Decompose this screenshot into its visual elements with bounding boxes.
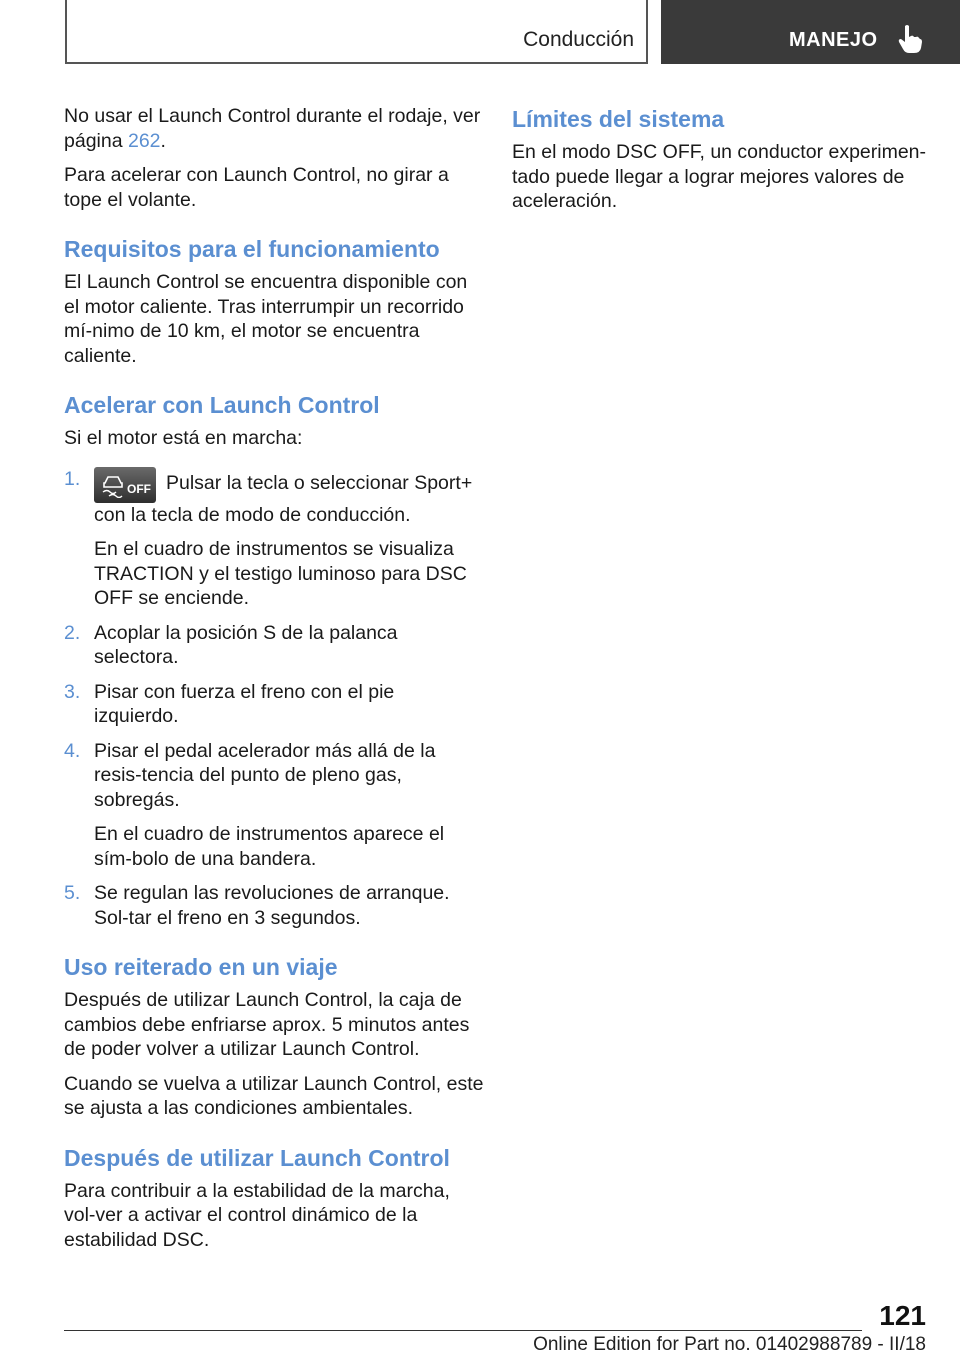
- header-section-box: [65, 0, 648, 64]
- limites-body: En el modo DSC OFF, un conductor experimen-tado puede llegar a lograr mejores valores de aceleración.: [512, 141, 927, 212]
- list-item: [64, 739, 484, 872]
- step-subtext: En el cuadro de instrumentos se visualiza TRACTION y el testigo luminoso para DSC OFF se enciende.: [94, 538, 467, 609]
- hand-pointer-icon: [897, 24, 923, 54]
- dsc-off-button: [94, 467, 156, 503]
- page-number: 121: [879, 1300, 926, 1331]
- intro-end: .: [160, 129, 166, 152]
- step-number: 3.: [64, 680, 81, 703]
- list-item: [64, 680, 484, 729]
- list-item: [64, 467, 484, 611]
- step-number: 4.: [64, 739, 81, 762]
- step-number: 2.: [64, 621, 81, 644]
- heading-despues: Después de utilizar Launch Control: [64, 1144, 450, 1171]
- step-number: 1.: [64, 467, 81, 490]
- uso-body-2: Cuando se vuelva a utilizar Launch Control, este se ajusta a las condiciones ambientales.: [64, 1072, 484, 1119]
- steps-list: [64, 467, 484, 931]
- dsc-off-label: OFF: [127, 481, 151, 496]
- dsc-car-icon: [100, 472, 126, 498]
- header-section-title: Conducción: [523, 28, 634, 51]
- heading-requisitos: Requisitos para el funcionamiento: [64, 236, 440, 262]
- step-text: Pulsar la tecla o seleccionar Sport+ con la tecla de modo de conducción.: [94, 471, 473, 526]
- heading-acelerar: Acelerar con Launch Control: [64, 392, 380, 418]
- page-link[interactable]: 262: [127, 129, 161, 152]
- intro-text: No usar el Launch Control durante el rodaje, ver página: [64, 105, 481, 152]
- step-subtext: En el cuadro de instrumentos aparece el sím-bolo de una bandera.: [94, 823, 445, 870]
- left-column: [64, 104, 484, 1262]
- step-number: 5.: [64, 882, 81, 904]
- intro-paragraph-1: [64, 104, 484, 153]
- step-text: Pisar el pedal acelerador más allá de la resis-tencia del punto de pleno gas, sobregás.: [94, 739, 436, 811]
- uso-body-1: Después de utilizar Launch Control, la caja de cambios debe enfriarse aprox. 5 minutos antes de poder volver a utilizar Launch Control.: [64, 989, 470, 1060]
- step-text: Acoplar la posición S de la palanca selectora.: [94, 621, 398, 668]
- list-item: [64, 621, 484, 670]
- footer-edition: Online Edition for Part no. 01402988789 - II/18: [533, 1334, 926, 1355]
- step-text: Se regulan las revoluciones de arranque. Sol-tar el freno en 3 segundos.: [94, 882, 450, 929]
- acelerar-intro: Si el motor está en marcha:: [64, 427, 303, 449]
- requisitos-body: El Launch Control se encuentra disponible con el motor caliente. Tras interrumpir un recorrido mí-nimo de 10 km, el motor se encuentra caliente.: [64, 271, 468, 367]
- header-chapter-tab[interactable]: [661, 0, 960, 64]
- right-column: [512, 104, 932, 224]
- heading-limites: Límites del sistema: [512, 106, 725, 132]
- heading-uso: Uso reiterado en un viaje: [64, 954, 338, 980]
- list-item: [64, 881, 484, 930]
- header-chapter-title: MANEJO: [789, 29, 878, 51]
- step-text: Pisar con fuerza el freno con el pie izquierdo.: [94, 680, 395, 727]
- despues-body: Para contribuir a la estabilidad de la marcha, vol-ver a activar el control dinámico de la estabilidad DSC.: [64, 1179, 450, 1251]
- intro-paragraph-2: Para acelerar con Launch Control, no girar a tope el volante.: [64, 164, 449, 211]
- footer-divider: [64, 1330, 862, 1331]
